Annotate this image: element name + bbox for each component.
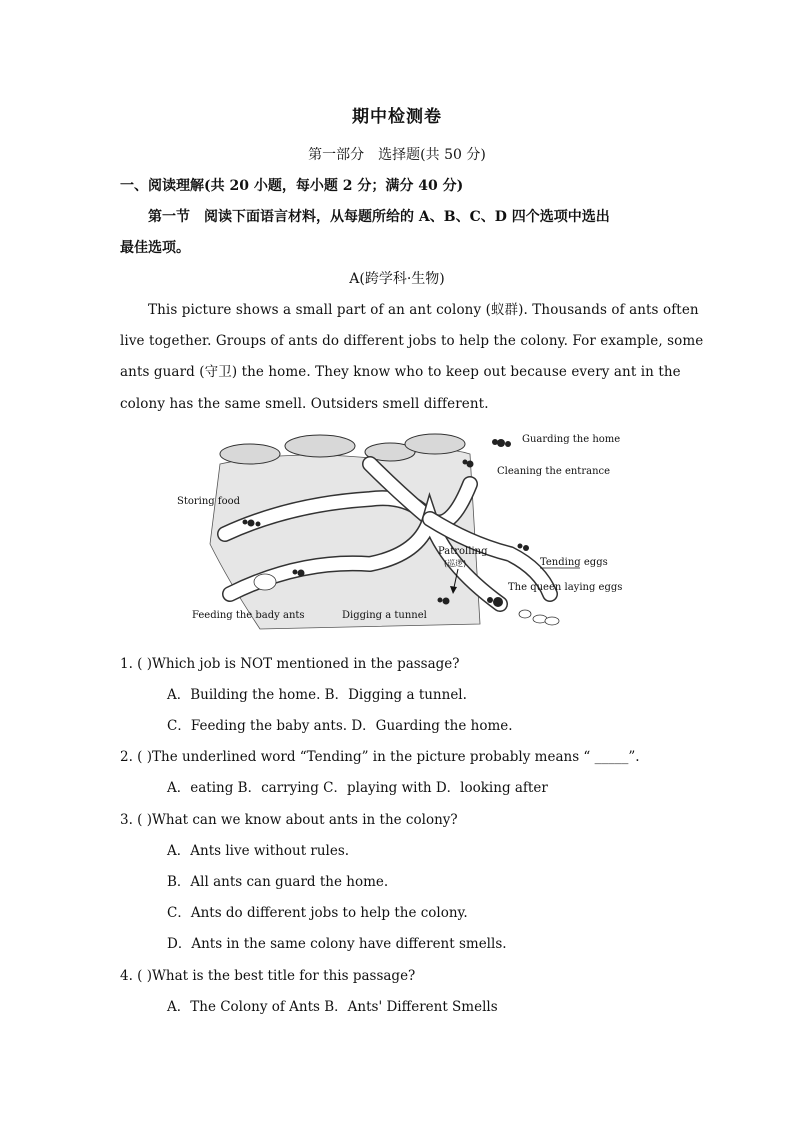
label-feeding: Feeding the bady ants	[192, 610, 305, 621]
label-guarding: Guarding the home	[522, 434, 621, 445]
label-queen: The queen laying eggs	[508, 582, 623, 593]
passage-line-3: ants guard (守卫) the home. They know who to keep out because every ant in the	[120, 364, 681, 380]
question-3-stem: 3. ( )What can we know about ants in the colony?	[120, 812, 458, 828]
question-4-options: A．The Colony of Ants B．Ants' Different Smells	[167, 999, 498, 1015]
passage-line-1: This picture shows a small part of an ant colony (蚁群). Thousands of ants often	[148, 302, 699, 318]
page-title: 期中检测卷	[352, 107, 442, 127]
question-1-options-row-2: C．Feeding the baby ants. D．Guarding the home.	[167, 718, 513, 734]
label-patrolling-cn: (巡逻)	[444, 559, 467, 568]
section-heading: 一、阅读理解(共 20 小题，每小题 2 分；满分 40 分)	[120, 178, 464, 194]
question-2-stem: 2. ( )The underlined word “Tending” in the picture probably means “ _____”.	[120, 749, 640, 765]
question-2-options: A．eating B．carrying C．playing with D．looking after	[167, 780, 548, 796]
label-patrolling: Patrolling	[438, 546, 488, 557]
label-digging: Digging a tunnel	[342, 610, 427, 621]
question-1-options-row-1: A．Building the home. B．Digging a tunnel.	[167, 687, 467, 703]
label-storing: Storing food	[177, 496, 241, 507]
instruction-line-2: 最佳选项。	[120, 240, 190, 256]
label-cleaning: Cleaning the entrance	[497, 466, 611, 477]
question-3-option-d: D．Ants in the same colony have different smells.	[167, 936, 507, 952]
passage-line-4: colony has the same smell. Outsiders smell different.	[120, 396, 489, 412]
question-3-option-c: C．Ants do different jobs to help the colony.	[167, 905, 468, 921]
instruction-line-1: 第一节 阅读下面语言材料，从每题所给的 A、B、C、D 四个选项中选出	[148, 209, 610, 225]
part-heading: 第一部分 选择题(共 50 分)	[308, 147, 486, 163]
question-3-option-a: A．Ants live without rules.	[167, 843, 350, 859]
label-tending: Tending eggs	[540, 557, 608, 568]
passage-title: A(跨学科·生物)	[349, 271, 445, 287]
ant-colony-illustration	[170, 424, 630, 634]
passage-line-2: live together. Groups of ants do different jobs to help the colony. For example, some	[120, 333, 704, 349]
question-1-stem: 1. ( )Which job is NOT mentioned in the passage?	[120, 656, 460, 672]
question-3-option-b: B．All ants can guard the home.	[167, 874, 389, 890]
question-4-stem: 4. ( )What is the best title for this passage?	[120, 968, 416, 984]
